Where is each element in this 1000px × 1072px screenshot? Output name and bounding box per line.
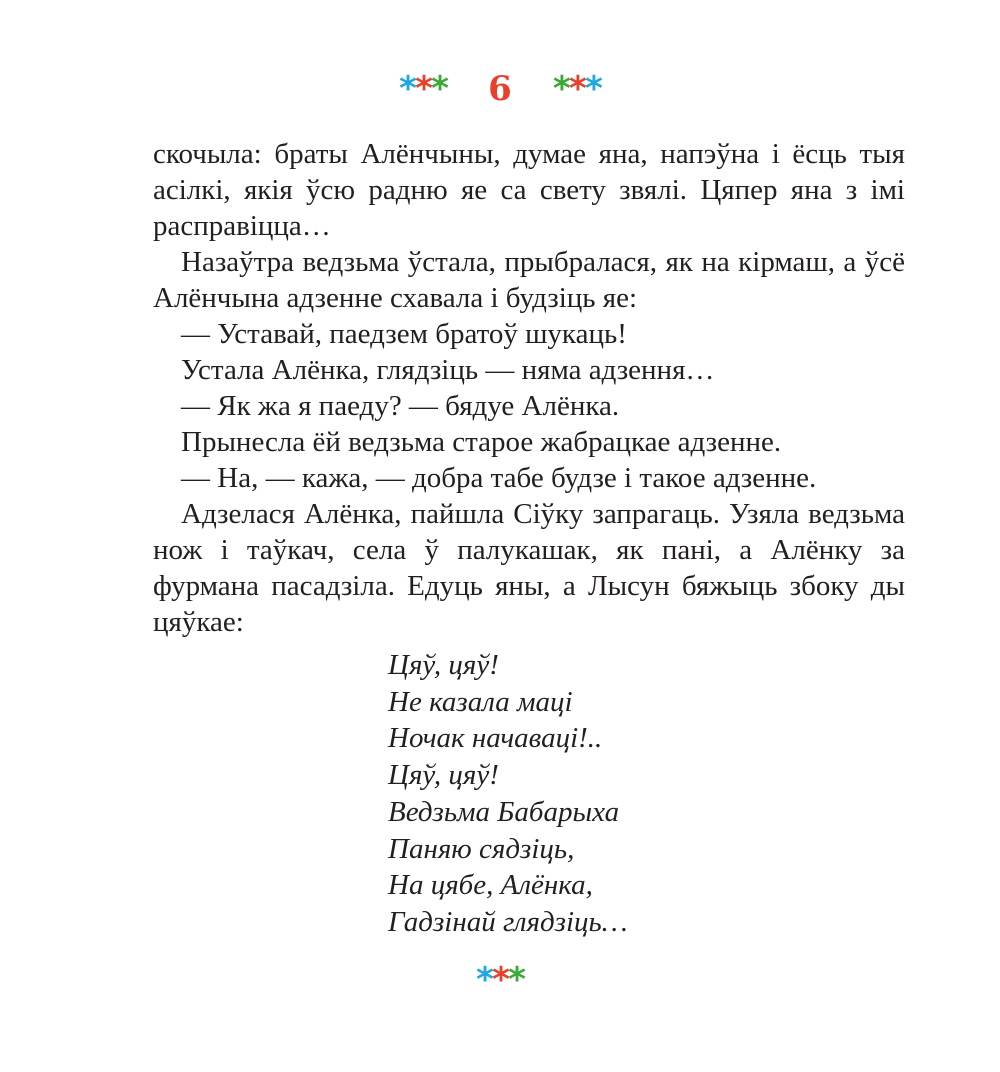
- paragraph: Устала Алёнка, глядзіць — няма адзення…: [181, 354, 715, 386]
- paragraph: скочыла: браты Алёнчыны, думае яна, напэўна і ёсць тыя асілкі, якія ўсю радню яе са свету звялі. Цяпер яна з імі расправіцца…: [153, 138, 905, 242]
- paragraph: Прынесла ёй ведзьма старое жабрацкае адзенне.: [181, 426, 782, 458]
- poem-line: Ведзьма Бабарыха: [388, 795, 620, 828]
- section-divider: [0, 960, 1000, 1000]
- dialogue-line: — Уставай, паедзем братоў шукаць!: [181, 318, 627, 350]
- star-icon: *: [431, 68, 447, 109]
- poem-line: Гадзінай глядзіць…: [388, 905, 628, 938]
- poem-line: Паняю сядзіць,: [388, 832, 575, 865]
- paragraph: Адзелася Алёнка, пайшла Сіўку запрагаць. Узяла ведзьма нож і таўкач, села ў палукашак, як пані, а Алёнку за фурмана пасадзіла. Едуць яны, а Лысун бяжыць збоку ды цяўкае:: [153, 498, 905, 638]
- story-text: [153, 136, 905, 640]
- poem-line: Цяў, цяў!: [388, 759, 499, 792]
- poem: [388, 647, 628, 941]
- star-icon: *: [569, 68, 585, 109]
- star-icon: *: [492, 960, 508, 1000]
- dialogue-line: — На, — кажа, — добра табе будзе і такое адзенне.: [181, 462, 817, 494]
- left-star-divider: [399, 69, 447, 109]
- poem-line: Цяў, цяў!: [388, 649, 499, 681]
- star-icon: *: [399, 68, 415, 109]
- star-icon: *: [585, 68, 601, 109]
- poem-line: На цябе, Алёнка,: [388, 869, 593, 902]
- right-star-divider: [553, 69, 601, 109]
- page-header: [0, 68, 1000, 109]
- star-icon: *: [508, 960, 524, 1000]
- paragraph: Назаўтра ведзьма ўстала, прыбралася, як на кірмаш, а ўсё Алёнчына адзенне схавала і будзіць яе:: [153, 246, 905, 314]
- page-number: 6: [488, 68, 512, 109]
- star-icon: *: [553, 68, 569, 109]
- poem-line: Ночак начаваці!..: [388, 722, 603, 755]
- star-icon: *: [476, 960, 492, 1000]
- dialogue-line: — Як жа я паеду? — бядуе Алёнка.: [181, 390, 620, 422]
- star-icon: *: [415, 68, 431, 109]
- poem-line: Не казала маці: [388, 685, 573, 718]
- footer-star-divider: [476, 960, 524, 1000]
